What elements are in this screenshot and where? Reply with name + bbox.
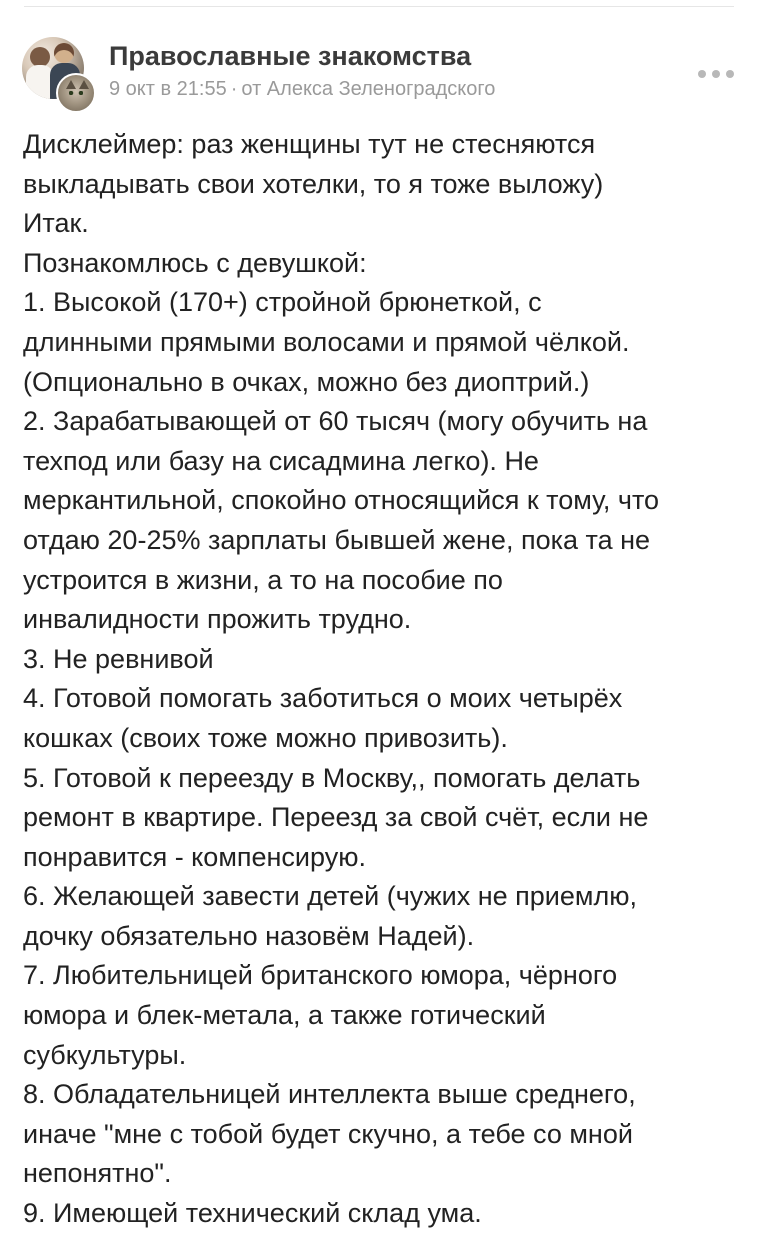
avatar-person-head	[30, 47, 50, 67]
dot	[712, 70, 720, 78]
post-header	[22, 37, 736, 109]
post-text-line: длинными прямыми волосами и прямой чёлкой.	[23, 326, 630, 357]
post-meta	[109, 77, 495, 101]
post-text-line: 3. Не ревнивой	[23, 643, 214, 674]
post-text-line: выкладывать свои хотелки, то я тоже выложу)	[23, 168, 604, 199]
post-text-line: Итак.	[23, 208, 89, 239]
post-text-line: устроится в жизни, а то на пособие по	[23, 564, 503, 595]
post-text-line: понравится - компенсирую.	[23, 841, 366, 872]
post-text-line: 6. Желающей завести детей (чужих не приемлю,	[23, 881, 637, 912]
post-text-line: отдаю 20-25% зарплаты бывшей жене, пока та не	[23, 524, 651, 555]
cat-ear	[79, 80, 89, 89]
meta-separator: ·	[230, 78, 238, 100]
post-text-line: ремонт в квартире. Переезд за свой счёт, если не	[23, 802, 649, 833]
avatar-person-head	[54, 43, 74, 63]
post-text-line: 7. Любительницей британского юмора, чёрного	[23, 960, 618, 991]
dot	[726, 70, 734, 78]
cat-ear	[66, 80, 76, 89]
post-text-line: 4. Готовой помогать заботиться о моих четырёх	[23, 683, 623, 714]
post-date[interactable]: 9 окт в 21:55	[109, 78, 227, 100]
post-text-line: 1. Высокой (170+) стройной брюнеткой, с	[23, 287, 542, 318]
post-text-line: 2. Зарабатывающей от 60 тысяч (могу обучить на	[23, 406, 648, 437]
post-text-line: 5. Готовой к переезду в Москву,, помогать делать	[23, 762, 641, 793]
group-name[interactable]: Православные знакомства	[109, 41, 472, 71]
more-dots-icon[interactable]	[698, 67, 734, 81]
post-text-line: (Опционально в очках, можно без диоптрий.)	[23, 366, 590, 397]
dot	[698, 70, 706, 78]
post-text	[23, 125, 738, 1234]
author-avatar[interactable]	[56, 73, 96, 113]
post-author[interactable]: от Алекса Зеленоградского	[241, 78, 496, 100]
post-text-line: иначе "мне с тобой будет скучно, а тебе со мной	[23, 1118, 633, 1149]
cat-eyes	[69, 91, 83, 95]
post-text-line: субкультуры.	[23, 1039, 187, 1070]
post-text-line: Дисклеймер: раз женщины тут не стесняются	[23, 129, 596, 159]
post-text-line: техпод или базу на сисадмина легко). Не	[23, 445, 539, 476]
post-text-line: 9. Имеющей технический склад ума.	[23, 1198, 482, 1229]
post-text-line: непонятно".	[23, 1158, 172, 1189]
post-text-line: 8. Обладательницей интеллекта выше среднего,	[23, 1079, 636, 1110]
post-text-line: юмора и блек-метала, а также готический	[23, 1000, 546, 1031]
post-text-line: Познакомлюсь с девушкой:	[23, 247, 367, 278]
post-text-line: меркантильной, спокойно относящийся к тому, что	[23, 485, 660, 516]
post-text-line: дочку обязательно назовём Надей).	[23, 920, 475, 951]
post-text-line: инвалидности прожить трудно.	[23, 604, 412, 635]
post-text-line: кошках (своих тоже можно привозить).	[23, 722, 508, 753]
